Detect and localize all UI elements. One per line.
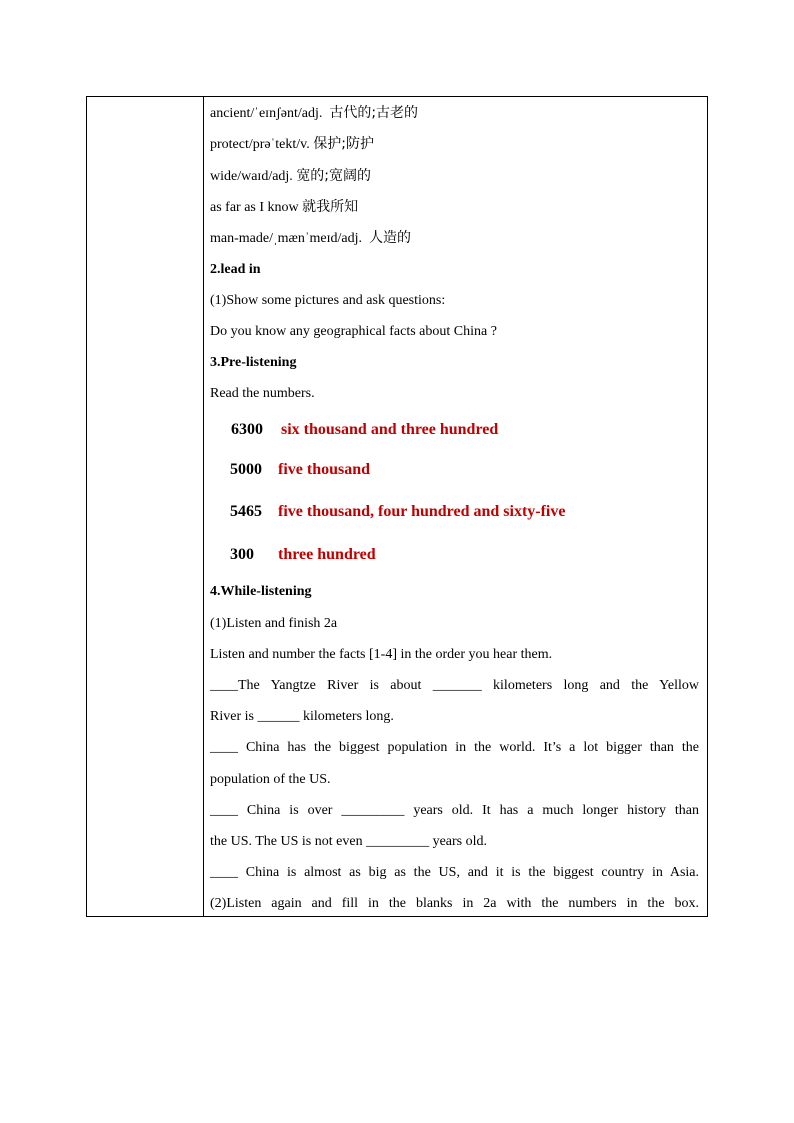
pre-listening-instruction: Read the numbers. (210, 386, 315, 401)
column-divider (203, 97, 204, 916)
vocab-meaning: 宽的;宽阔的 (296, 168, 372, 184)
task-1: (1)Listen and finish 2a (210, 616, 338, 631)
lesson-table (86, 96, 708, 917)
fact-1-line-1: ____The Yangtze River is about _______ kilometers long and the Yellow (210, 678, 699, 693)
fact-4: ____ China is almost as big as the US, and it is the biggest country in Asia. (210, 865, 699, 880)
fact-2-line-2: population of the US. (210, 772, 331, 787)
vocab-word: protect/prəˈtekt/v. (210, 137, 310, 152)
vocab-meaning: 保护;防护 (313, 136, 374, 152)
vocab-item (210, 135, 374, 154)
section-heading-pre-listening: 3.Pre-listening (210, 355, 297, 370)
vocab-word: ancient/ˈeɪnʃənt/adj. (210, 106, 323, 121)
fact-1-line-2: River is ______ kilometers long. (210, 709, 394, 724)
section-heading-while-listening: 4.While-listening (210, 584, 312, 599)
number-value: 5465 (230, 503, 262, 520)
number-words: five thousand (278, 461, 371, 478)
fact-3-line-2: the US. The US is not even _________ years old. (210, 834, 487, 849)
vocab-word: man-made/ˌmænˈmeɪd/adj. (210, 231, 363, 246)
number-words: three hundred (278, 546, 376, 563)
task-2: (2)Listen again and fill in the blanks in 2a with the numbers in the box. (210, 896, 699, 911)
task-instruction: Listen and number the facts [1-4] in the order you hear them. (210, 647, 553, 662)
lead-in-instruction: (1)Show some pictures and ask questions: (210, 293, 446, 308)
vocab-item (210, 229, 411, 248)
fact-3-line-1: ____ China is over _________ years old. It has a much longer history than (210, 803, 699, 818)
number-value: 300 (230, 546, 254, 563)
number-value: 5000 (230, 461, 262, 478)
vocab-meaning: 就我所知 (302, 199, 359, 215)
vocab-meaning: 古代的;古老的 (329, 105, 419, 121)
number-value: 6300 (231, 421, 263, 438)
vocab-word: wide/waɪd/adj. (210, 169, 293, 184)
number-words: six thousand and three hundred (281, 421, 499, 438)
fact-2-line-1: ____ China has the biggest population in the world. It’s a lot bigger than the (210, 740, 699, 755)
lead-in-question: Do you know any geographical facts about China ? (210, 324, 497, 339)
vocab-item (210, 104, 418, 123)
vocab-meaning: 人造的 (369, 230, 412, 246)
vocab-item (210, 167, 371, 186)
vocab-item (210, 198, 358, 217)
number-words: five thousand, four hundred and sixty-five (278, 503, 566, 520)
section-heading-lead-in: 2.lead in (210, 262, 261, 277)
vocab-word: as far as I know (210, 200, 299, 215)
